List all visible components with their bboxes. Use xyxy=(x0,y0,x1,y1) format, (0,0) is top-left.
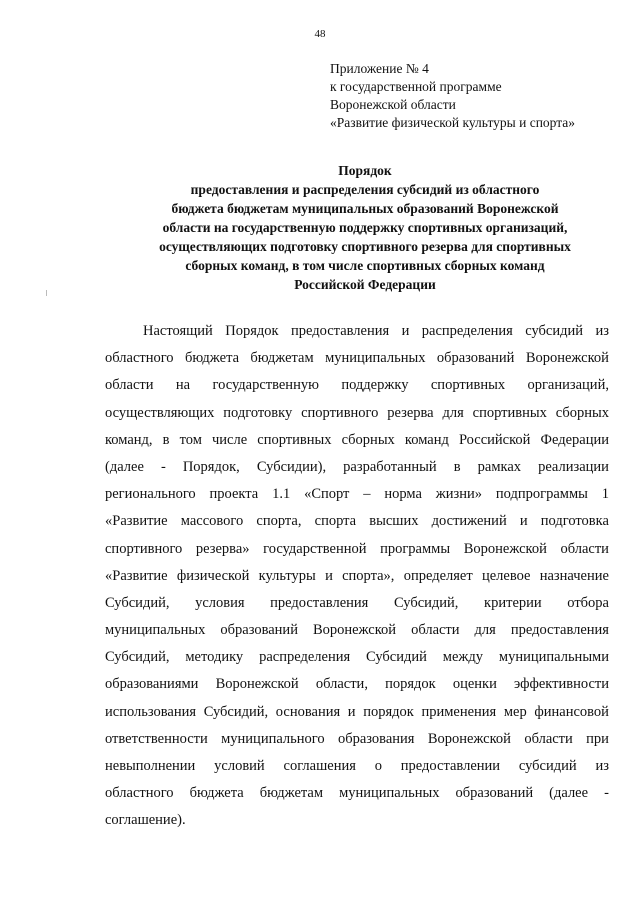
paragraph-line xyxy=(105,617,609,644)
paragraph-word: образований xyxy=(436,350,515,367)
paragraph-word: норма xyxy=(384,486,422,503)
paragraph-line xyxy=(105,671,609,698)
paragraph-word: критерии xyxy=(484,594,542,611)
paragraph-word: Воронежской xyxy=(525,350,609,367)
paragraph-word: невыполнении xyxy=(105,758,196,774)
paragraph-line xyxy=(105,644,609,671)
paragraph-word: оценки xyxy=(452,676,497,693)
paragraph-word: из xyxy=(595,758,609,774)
paragraph-word: (далее xyxy=(549,785,589,802)
paragraph-word: финансовой xyxy=(534,703,609,720)
paragraph-word: программы xyxy=(380,540,451,557)
paragraph-line xyxy=(105,807,609,834)
paragraph-word: эффективности xyxy=(514,676,609,693)
paragraph-word: образований xyxy=(455,785,534,802)
body-paragraph xyxy=(105,318,609,835)
paragraph-word: спорта xyxy=(314,513,357,530)
paragraph-word: Субсидии), xyxy=(256,458,327,475)
paragraph-line xyxy=(105,753,609,780)
paragraph-line xyxy=(105,318,609,345)
paragraph-word: областного xyxy=(105,350,174,367)
paragraph-word: муниципальных xyxy=(105,622,206,639)
paragraph-word: спорта», xyxy=(342,567,395,584)
paragraph-word: Порядок, xyxy=(182,458,240,475)
paragraph-word: в xyxy=(162,431,170,448)
paragraph-word: (далее xyxy=(105,458,144,475)
paragraph-word: Настоящий xyxy=(143,323,213,339)
paragraph-word: мер xyxy=(503,703,527,720)
paragraph-word: соглашение). xyxy=(105,812,186,829)
paragraph-line xyxy=(105,481,609,508)
paragraph-word: назначение xyxy=(539,567,609,584)
paragraph-word: соглашения xyxy=(283,758,356,774)
paragraph-word: муниципальных xyxy=(325,350,426,367)
paragraph-word: использования xyxy=(105,703,197,720)
title-line: бюджета бюджетам муниципальных образований Воронежской xyxy=(171,201,559,216)
paragraph-word: проекта xyxy=(209,486,259,503)
paragraph-word: разработанный xyxy=(343,458,437,475)
paragraph-word: бюджета xyxy=(189,785,244,802)
title-line: осуществляющих подготовку спортивного резерва для спортивных xyxy=(159,239,571,254)
paragraph-word: поддержку xyxy=(341,377,409,394)
appendix-line: Приложение № 4 xyxy=(330,61,429,76)
paragraph-word: муниципальных xyxy=(339,785,440,802)
paragraph-word: бюджетам xyxy=(250,350,314,367)
paragraph-word: - xyxy=(604,785,609,802)
paragraph-word: рамках xyxy=(477,458,522,475)
paragraph-word: сборных xyxy=(555,404,609,421)
paragraph-word: подпрограммы xyxy=(495,486,588,503)
paragraph-word: для xyxy=(474,622,496,639)
paragraph-word: и xyxy=(325,567,333,584)
paragraph-word: «Развитие xyxy=(105,567,168,584)
paragraph-word: методику xyxy=(185,649,244,666)
paragraph-line xyxy=(105,536,609,563)
paragraph-word: спортивного xyxy=(301,404,379,421)
paragraph-line xyxy=(105,454,609,481)
paragraph-word: Порядок xyxy=(225,323,279,339)
paragraph-word: предоставления xyxy=(291,323,390,339)
paragraph-line xyxy=(105,372,609,399)
paragraph-line xyxy=(105,427,609,454)
title-line: Российской Федерации xyxy=(294,277,436,292)
paragraph-word: команд xyxy=(404,431,449,448)
paragraph-word: Воронежской xyxy=(215,676,299,693)
paragraph-word: – xyxy=(363,486,371,503)
paragraph-word: между xyxy=(442,649,484,666)
title-heading: Порядок xyxy=(338,163,392,178)
paragraph-line xyxy=(105,699,609,726)
paragraph-word: субсидий xyxy=(518,758,577,774)
title-line: области на государственную поддержку спортивных организаций, xyxy=(162,220,568,235)
title-line: сборных команд, в том числе спортивных сборных команд xyxy=(185,258,545,273)
paragraph-word: Субсидий, xyxy=(393,594,459,611)
paragraph-word: бюджетам xyxy=(259,785,324,802)
title-line: предоставления и распределения субсидий из областного xyxy=(190,182,540,197)
paragraph-word: и xyxy=(519,513,528,530)
paragraph-word: числе xyxy=(212,431,248,448)
paragraph-word: Субсидий, xyxy=(105,649,170,666)
paragraph-word: области xyxy=(105,377,154,394)
paragraph-word: подготовку xyxy=(223,404,293,421)
paragraph-word: предоставления xyxy=(270,594,369,611)
paragraph-line xyxy=(105,508,609,535)
paragraph-word: спортивных xyxy=(472,404,547,421)
paragraph-word: субсидий xyxy=(525,323,584,339)
paragraph-word: осуществляющих xyxy=(105,404,215,421)
paragraph-word: спортивных xyxy=(430,377,506,394)
paragraph-word: массового xyxy=(180,513,244,530)
paragraph-word: муниципальными xyxy=(498,649,609,666)
appendix-line: к государственной программе xyxy=(330,79,502,94)
paragraph-word: государственную xyxy=(212,377,319,394)
paragraph-word: том xyxy=(179,431,202,448)
paragraph-word: из xyxy=(595,323,609,339)
paragraph-word: «Спорт xyxy=(304,486,350,503)
paragraph-line xyxy=(105,400,609,427)
paragraph-word: высших xyxy=(369,513,419,530)
paragraph-word: сборных xyxy=(341,431,395,448)
paragraph-word: распределения xyxy=(421,323,513,339)
paragraph-word: для xyxy=(442,404,464,421)
paragraph-word: применения xyxy=(421,703,497,720)
paragraph-word: регионального xyxy=(105,486,196,503)
appendix-line: Воронежской области xyxy=(330,97,456,112)
paragraph-word: области xyxy=(524,730,573,747)
paragraph-word: образования xyxy=(337,730,415,747)
paragraph-word: и xyxy=(401,323,410,339)
document-title xyxy=(100,161,630,294)
paragraph-word: жизни» xyxy=(435,486,483,503)
paragraph-word: предоставлении xyxy=(400,758,501,774)
paragraph-word: Федерации xyxy=(540,431,609,448)
paragraph-line xyxy=(105,780,609,807)
paragraph-word: Российской xyxy=(458,431,531,448)
paragraph-word: условия xyxy=(195,594,245,611)
page-number: 48 xyxy=(314,28,326,40)
paragraph-word: отбора xyxy=(567,594,609,611)
paragraph-word: достижений xyxy=(431,513,507,530)
paragraph-word: спортивных xyxy=(257,431,332,448)
paragraph-word: государственной xyxy=(263,540,367,557)
paragraph-word: - xyxy=(160,458,166,475)
paragraph-word: резерва xyxy=(387,404,434,421)
paragraph-word: подготовка xyxy=(540,513,609,530)
paragraph-word: бюджета xyxy=(184,350,240,367)
paragraph-word: образований xyxy=(220,622,298,639)
paragraph-word: Субсидий, xyxy=(203,703,269,720)
paragraph-word: спортивного xyxy=(105,540,183,557)
paragraph-word: распределения xyxy=(259,649,351,666)
paragraph-word: при xyxy=(586,730,609,747)
paragraph-word: о xyxy=(374,758,382,774)
paragraph-word: 1 xyxy=(601,486,609,503)
paragraph-word: «Развитие xyxy=(105,513,168,530)
paragraph-word: Воронежской xyxy=(312,622,397,639)
appendix-line: «Развитие физической культуры и спорта» xyxy=(330,115,576,130)
paragraph-line xyxy=(105,345,609,372)
paragraph-word: реализации xyxy=(538,458,609,475)
paragraph-word: предоставления xyxy=(510,622,609,639)
paragraph-word: порядок xyxy=(363,703,414,720)
paragraph-word: культуры xyxy=(258,567,316,584)
paragraph-word: области, xyxy=(315,676,368,693)
paragraph-word: области xyxy=(411,622,460,639)
paragraph-word: определяет xyxy=(403,567,473,584)
paragraph-word: муниципального xyxy=(221,730,325,747)
paragraph-word: Воронежской xyxy=(427,730,511,747)
paragraph-word: Субсидий xyxy=(366,649,427,666)
paragraph-word: образованиями xyxy=(105,676,199,693)
paragraph-word: и xyxy=(347,703,356,720)
paragraph-word: Субсидий, xyxy=(105,594,170,611)
paragraph-line xyxy=(105,563,609,590)
paragraph-word: областного xyxy=(105,785,174,802)
paragraph-word: порядок xyxy=(385,676,436,693)
paragraph-word: целевое xyxy=(481,567,531,584)
paragraph-word: ответственности xyxy=(105,730,208,747)
paragraph-word: резерва» xyxy=(195,540,250,557)
paragraph-word: Воронежской xyxy=(463,540,547,557)
paragraph-line xyxy=(105,590,609,617)
paragraph-word: команд, xyxy=(105,431,153,448)
paragraph-word: физической xyxy=(176,567,250,584)
paragraph-word: 1.1 xyxy=(272,486,291,503)
scan-artifact xyxy=(46,290,47,296)
paragraph-word: в xyxy=(453,458,461,475)
paragraph-word: на xyxy=(175,377,191,394)
paragraph-word: спорта, xyxy=(256,513,302,530)
paragraph-word: области xyxy=(560,540,609,557)
paragraph-line xyxy=(105,726,609,753)
paragraph-word: организаций, xyxy=(527,377,609,394)
paragraph-word: основания xyxy=(275,703,341,720)
paragraph-word: условий xyxy=(214,758,265,774)
appendix-header xyxy=(330,60,630,132)
